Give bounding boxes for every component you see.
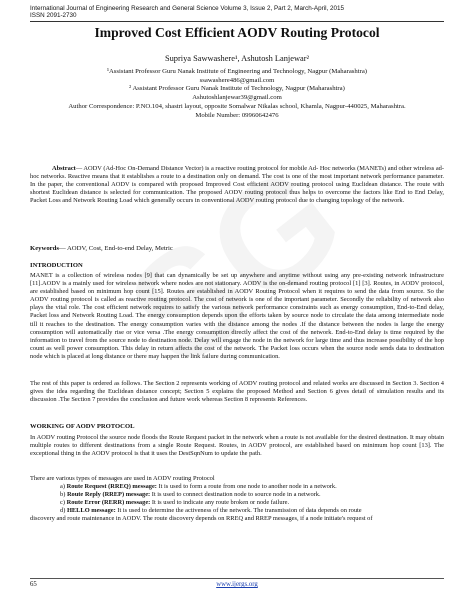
author-1-email: ssawashere486@gmail.com: [199, 76, 275, 84]
continuation-text: discovery and route maintenance in AODV. The route discovery depends on RREQ and RREP messages, if a node initiate's request of: [30, 515, 373, 523]
author-2-email: Ashutoshlanjewar39@gmail.com: [192, 94, 282, 102]
issn: ISSN 2091-2730: [30, 12, 77, 20]
working-paragraph-1: In AODV routing Protocol the source node floods the Route Request packet in the network when a route is not available for the desired destination. It may obtain multiple routes to different destinations from a single Route Request. Routes, in AODV protocol, are established based on minimum hop count [13]. The exceptional thing in the AODV protocol is that it uses the DestSqnNum to update the path.: [30, 434, 444, 458]
authors: Supriya Sawwashere¹, Ashutosh Lanjewar²: [164, 54, 310, 63]
working-heading: WORKING OF AODV PROTOCOL: [30, 423, 135, 430]
abstract: [30, 165, 444, 205]
keywords-label: Keywords: [30, 245, 59, 252]
list-item: c) Route Error (RERR) message: It is used to indicate any route broken or node failure.: [60, 499, 290, 507]
list-item: a) Route Request (RREQ) message: It is used to form a route from one node to another node in a network.: [60, 483, 337, 491]
abstract-text: — AODV (Ad-Hoc On-Demand Distance Vector) is a reactive routing protocol for mobile Ad- Hoc networks (MANETs) and other wireless ad-hoc networks. Reactive means that it establishes a route to a destination only on demand. The cost is one of the most important network performance parameter. In the paper, the conventional AODV is compared with proposed Improved Cost efficient AODV routing protocol using Euclidean distance. The route with shortest Euclidean distance is selected for communication. The proposed AODV routing protocol thus helps to overcome the factors like End to End Delay, Packet Loss and Network Routing Load which generally occurs in conventional AODV routing protocol due to changing topology of the network.: [30, 165, 444, 205]
correspondence-address: Author Correspondence: P.NO.104, shastri layout, opposite Somalwar Nikalas school, Khamla, Nagpur-440025, Maharashtra.: [68, 102, 406, 110]
page-number: 65: [30, 581, 37, 588]
keywords: [30, 245, 173, 252]
mobile-number: Mobile Number: 09960642476: [195, 111, 279, 119]
affiliation-2: ² Assistant Professor Guru Nanak Institute of Technology, Nagpur (Maharashtra): [129, 85, 345, 93]
journal-website-link[interactable]: www.ijergs.org: [216, 581, 258, 588]
abstract-label: Abstract: [52, 165, 76, 172]
introduction-paragraph-2: The rest of this paper is ordered as follows. The Section 2 represents working of AODV routing protocol and related works are discussed in Section 3. Section 4 gives the idea regarding the Euclidean distance concept; Section 5 explains the proposed Method and Section 6 gives detail of simulation results and its discussion .The Section 7 provides the conclusion and future work whereas Section 8 represents References.: [30, 380, 444, 404]
message-list: [30, 475, 444, 524]
footer-divider: [30, 578, 444, 579]
paper-title: Improved Cost Efficient AODV Routing Protocol: [94, 25, 380, 40]
journal-line: International Journal of Engineering Research and General Science Volume 3, Issue 2, Part 2, March-April, 2015: [30, 5, 344, 12]
message-list-intro: There are various types of messages are used in AODV routing Protocol: [30, 475, 215, 482]
list-item: b) Route Reply (RREP) message: It is used to connect destination node to source node in a network.: [60, 491, 321, 499]
header-divider: [30, 21, 444, 22]
journal-header: [30, 5, 344, 20]
affiliation-1: ¹Assistant Professor Guru Nanak Institute of Engineering and Technology, Nagpur (Maharashtra): [106, 68, 368, 75]
keywords-text: — AODV, Cost, End-to-end Delay, Metric: [58, 245, 173, 252]
introduction-heading: INTRODUCTION: [30, 262, 83, 269]
affiliations: [30, 68, 444, 120]
introduction-paragraph-1: MANET is a collection of wireless nodes [9] that can dynamically be set up anywhere and anytime without using any pre-existing network infrastructure [11].AODV is a mainly used for wireless network where nodes are not stationary. AODV is the on-demand routing protocol [1] [3]. Routes, in AODV protocol, are established based on minimum hop count [15]. Routes are established in AODV Routing Protocol when it requires to send the data from source. So the AODV routing protocol is called as reactive routing protocol. The cost of network is one of the important parameter. Secondly the reliability of network also plays the vital role. The cost efficient network requires to satisfy the various network performance constraints such as energy consumption, End-to-End delay, Packet loss and Network Routing Load. The energy consumption depends upon the efforts taken by source node to circulate the data among intermediate node till it reaches to the destination. The energy consumption varies with the distance among the nodes .If the distance between the nodes is large the energy consumption will automatically rise or vice versa .The energy consumption directly affect the cost of the network. End-to-End delay is time required by the information to travel from the source node to destination node. Delay will engage the node in the network for large time and thus increase possibility of the hop count as well power consumption. This delay in return affects the cost of the network. The Packet loss occurs when the source node sends data to destination node which is placed at long distance or there may happen the link failure during communication.: [30, 272, 444, 360]
list-item: d) HELLO message: It is used to determine the activeness of the network. The transmission of data depends on route: [60, 507, 362, 515]
